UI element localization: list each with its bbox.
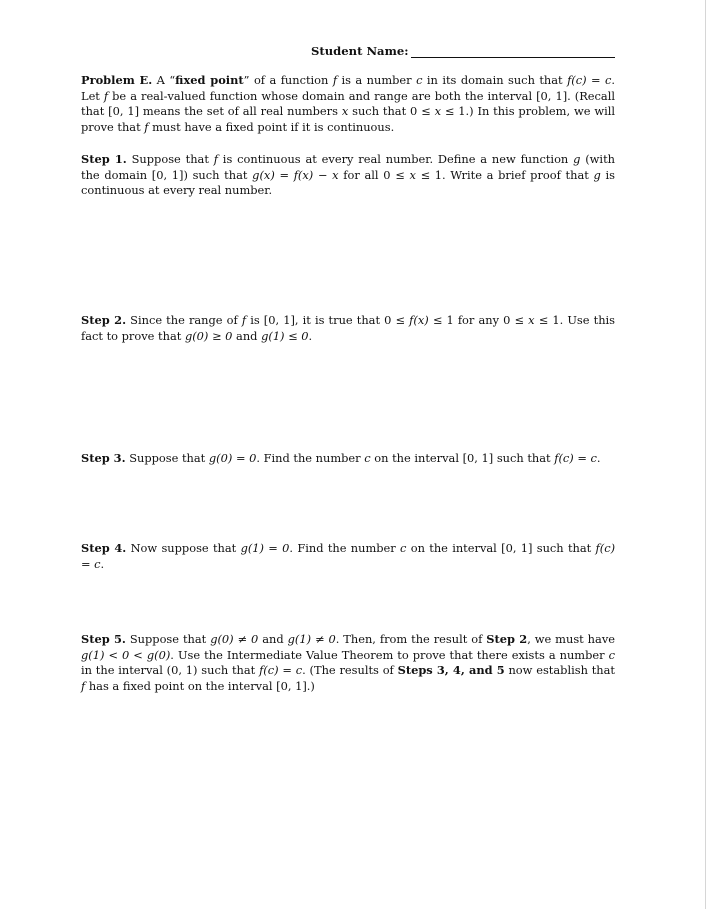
problem-statement bbox=[81, 73, 615, 135]
step-3 bbox=[81, 451, 615, 467]
step-5-text: Step 5. Suppose that g(0) ≠ 0 and g(1) ≠ 0. Then, from the result of Step 2, we must have g(1) < 0 < g(0). Use the Intermediate Value Theorem to prove that there exists a number c in the interval (0, 1) such that f(c) = c. (The results of Steps 3, 4, and 5 now establish that f has a fixed point on the interval [0, 1].) bbox=[81, 632, 616, 693]
step-2-text: Step 2. Since the range of f is [0, 1], it is true that 0 ≤ f(x) ≤ 1 for any 0 ≤ x ≤ 1. Use this fact to prove that g(0) ≥ 0 and g(1) ≤ 0. bbox=[81, 313, 616, 343]
step-2-reference: Step 2 bbox=[486, 632, 528, 646]
step-1-text: Step 1. Suppose that f is continuous at every real number. Define a new function g (with the domain [0, 1]) such that g(x) = f(x) − x for all 0 ≤ x ≤ 1. Write a brief proof that g is continuous at every real number. bbox=[81, 152, 615, 198]
step-4-label: Step 4. bbox=[81, 541, 127, 555]
step-3-text: Step 3. Suppose that g(0) = 0. Find the number c on the interval [0, 1] such that f(c) = c. bbox=[81, 451, 601, 465]
step-4 bbox=[81, 541, 615, 572]
student-name-row bbox=[311, 44, 615, 60]
student-name-label: Student Name: bbox=[311, 44, 409, 58]
step-1 bbox=[81, 152, 615, 199]
step-3-label: Step 3. bbox=[81, 451, 126, 465]
fixed-point-term: fixed point bbox=[175, 73, 244, 87]
steps-3-4-5-reference: Steps 3, 4, and 5 bbox=[397, 663, 505, 678]
step-5-label: Step 5. bbox=[81, 632, 126, 646]
step-5 bbox=[81, 632, 615, 694]
step-2-label: Step 2. bbox=[81, 313, 127, 327]
problem-label: Problem E. bbox=[81, 73, 153, 87]
step-1-label: Step 1. bbox=[81, 152, 127, 166]
step-4-text: Step 4. Now suppose that g(1) = 0. Find the number c on the interval [0, 1] such that f(c) = c. bbox=[81, 541, 616, 571]
problem-paragraph: Problem E. A “fixed point” of a function f is a number c in its domain such that f(c) = c. Let f be a real-valued function whose domain and range are both the interval [0, 1]. (Recall that [0, 1] means the set of all real numbers x such that 0 ≤ x ≤ 1.) In this problem, we will prove that f must have a fixed point if it is continuous. bbox=[81, 73, 616, 134]
student-name-blank-line[interactable] bbox=[411, 57, 615, 58]
step-2 bbox=[81, 313, 615, 344]
